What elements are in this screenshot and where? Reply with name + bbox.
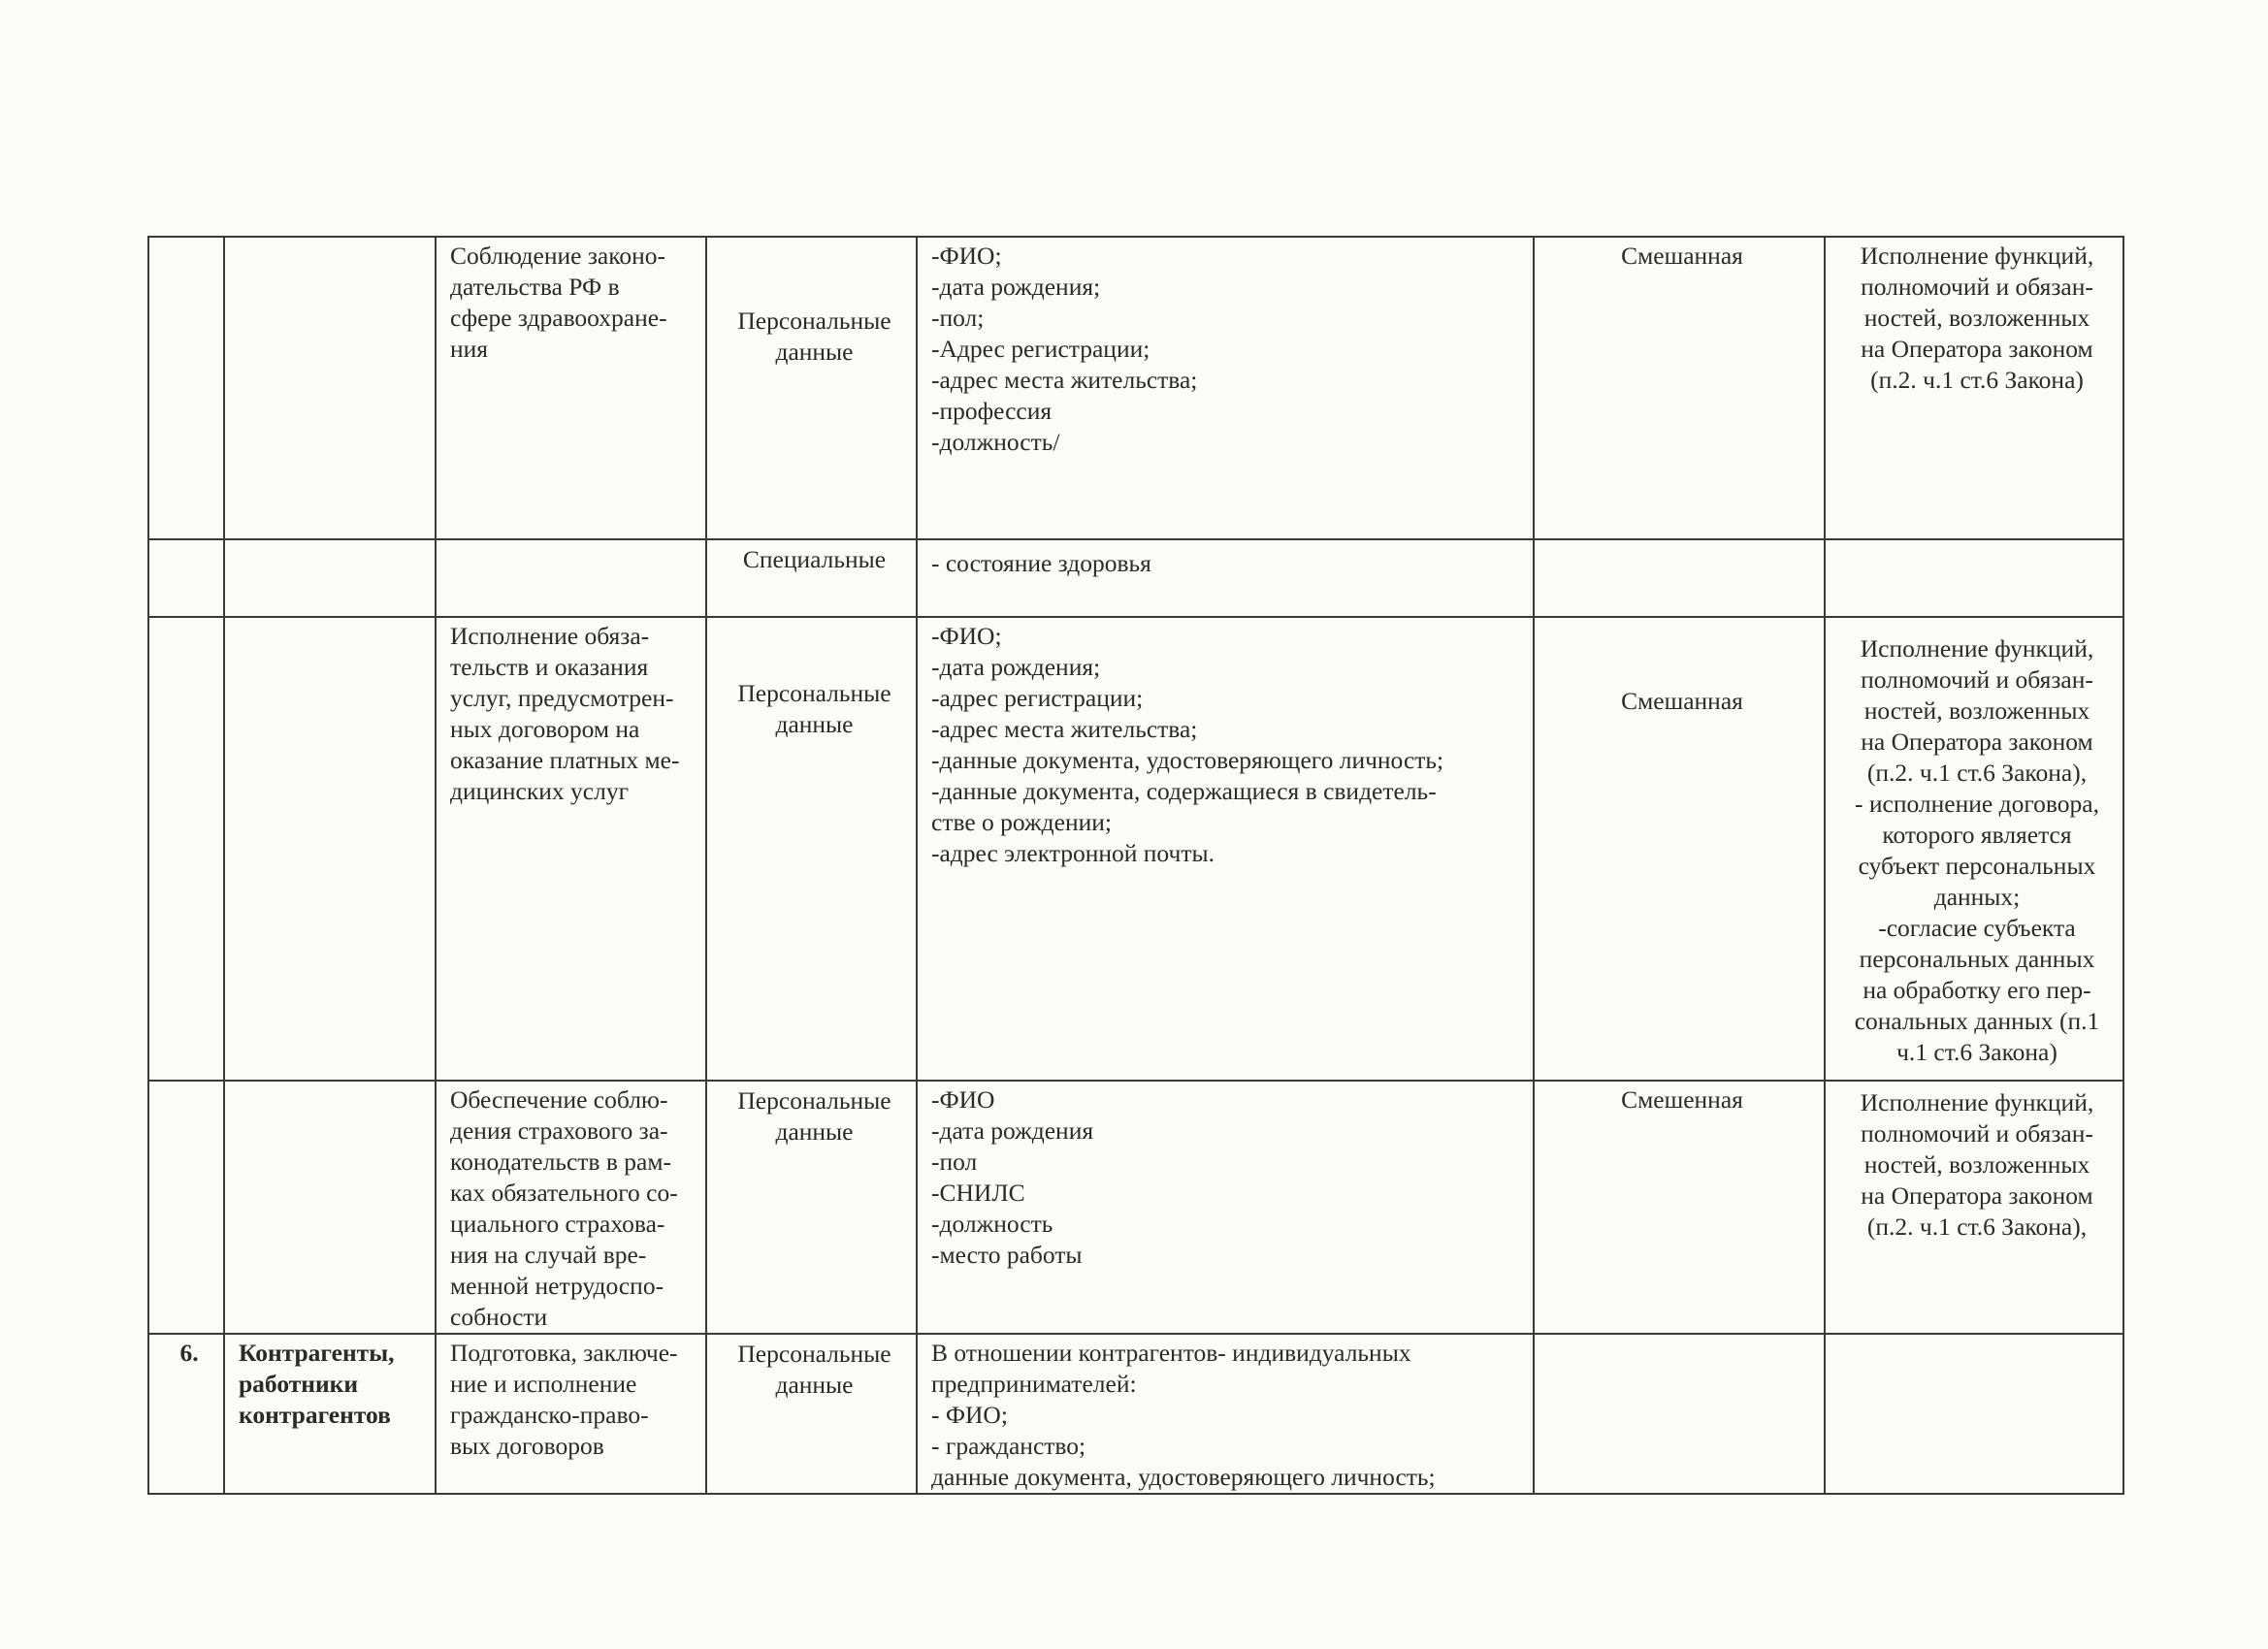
text-line: -адрес места жительства; [931,715,1198,743]
text-line: В отношении контрагентов- индивидуальных [931,1339,1411,1367]
text-line: -ФИО; [931,622,1002,650]
text-line: ния на случай вре- [450,1241,647,1269]
data-type-cell [706,237,917,539]
text-line: -дата рождения [931,1116,1094,1145]
processing-method-cell [1534,539,1825,617]
text-line: Исполнение функций, [1860,1088,2094,1116]
table-row [148,237,2123,539]
text-line: ностей, возложенных [1863,1150,2090,1179]
text-line: сфере здравоохране- [450,304,667,332]
category-cell [224,237,436,539]
text-line: оказание платных ме- [450,746,680,774]
personal-data-table [147,236,2124,1495]
text-line: данные [775,338,854,366]
text-line: на Оператора законом [1861,335,2093,363]
data-type-cell [706,539,917,617]
table-row [148,539,2123,617]
text-line: ных договором на [450,715,640,743]
text-line: -пол; [931,304,985,332]
text-line: предпринимателей: [931,1370,1137,1398]
purpose-cell [436,539,706,617]
text-line: циального страхова- [450,1210,665,1238]
text-line: данные [775,710,854,738]
table-row [148,617,2123,1081]
text-line: полномочий и обязан- [1861,1119,2093,1148]
data-type-cell [706,617,917,1081]
text-line: полномочий и обязан- [1861,273,2093,301]
text-line: Персональные [737,1340,891,1368]
category-cell [224,1081,436,1334]
text-line: Подготовка, заключе- [450,1339,678,1367]
data-list-cell [917,617,1534,1081]
purpose-cell [436,617,706,1081]
text-line: полномочий и обязан- [1861,665,2093,694]
text-line: собности [450,1303,548,1331]
text-line: данные [775,1117,854,1146]
data-type-cell [706,1334,917,1494]
text-line: -профессия [931,397,1053,425]
data-list-cell [917,237,1534,539]
data-list-cell [917,1081,1534,1334]
text-line: -должность [931,1210,1053,1238]
text-line: Обеспечение соблю- [450,1085,668,1114]
number-cell: 6. [148,1334,224,1494]
text-line: тельств и оказания [450,653,649,681]
processing-method-cell: Смешанная [1534,617,1825,1081]
table-row [148,1081,2123,1334]
text-line: ния [450,335,489,363]
text-line: ние и исполнение [450,1370,637,1398]
text-line: стве о рождении; [931,808,1112,836]
text-line: на Оператора законом [1861,728,2093,756]
number-cell [148,617,224,1081]
legal-basis-cell [1825,539,2123,617]
text-line: контрагентов [239,1401,391,1429]
text-line: - ФИО; [931,1401,1008,1429]
text-line: на обработку его пер- [1863,976,2091,1004]
text-line: дицинских услуг [450,777,630,805]
data-list-cell [917,539,1534,617]
text-line: -место работы [931,1241,1083,1269]
category-cell [224,1334,436,1494]
text-line: ностей, возложенных [1863,304,2090,332]
text-line: дения страхового за- [450,1116,668,1145]
text-line: ностей, возложенных [1863,696,2090,725]
text-line: -адрес места жительства; [931,366,1198,394]
purpose-cell [436,1334,706,1494]
text-line: (п.2. ч.1 ст.6 Закона), [1866,759,2088,787]
text-line: Персональные [737,679,891,707]
purpose-cell [436,237,706,539]
processing-method-cell [1534,1334,1825,1494]
text-line: -Адрес регистрации; [931,335,1150,363]
legal-basis-cell [1825,617,2123,1081]
text-line: которого является [1882,821,2072,849]
text-line: -ФИО [931,1085,995,1114]
text-line: - состояние здоровья [931,549,1151,577]
processing-method-cell: Смешенная [1534,1081,1825,1334]
text-line: на Оператора законом [1861,1181,2093,1210]
table-row [148,1334,2123,1494]
text-line: -ФИО; [931,242,1002,270]
text-line: Персональные [737,307,891,335]
category-cell [224,617,436,1081]
number-cell [148,237,224,539]
text-line: данные [775,1371,854,1399]
text-line: -адрес регистрации; [931,684,1144,712]
text-line: -должность/ [931,428,1060,456]
number-cell [148,539,224,617]
text-line: -данные документа, содержащиеся в свидетель- [931,777,1437,805]
text-line: персональных данных [1859,945,2095,973]
text-line: Исполнение функций, [1860,242,2094,270]
text-line: (п.2. ч.1 ст.6 Закона) [1870,366,2084,394]
text-line: -СНИЛС [931,1179,1025,1207]
text-line: Контрагенты, [239,1339,395,1367]
text-line: -дата рождения; [931,273,1101,301]
text-line: Соблюдение законо- [450,242,665,270]
legal-basis-cell [1825,1081,2123,1334]
text-line: услуг, предусмотрен- [450,684,674,712]
category-cell [224,539,436,617]
purpose-cell [436,1081,706,1334]
text-line: вых договоров [450,1432,604,1460]
text-line: ч.1 ст.6 Закона) [1896,1038,2057,1066]
processing-method-cell: Смешанная [1534,237,1825,539]
text-line: -согласие субъекта [1878,914,2076,942]
text-line: ках обязательного со- [450,1179,678,1207]
text-line: дательства РФ в [450,273,620,301]
text-line: -пол [931,1148,978,1176]
text-line: Специальные [742,545,887,573]
text-line: Персональные [737,1086,891,1115]
text-line: (п.2. ч.1 ст.6 Закона), [1866,1212,2088,1241]
text-line: менной нетрудоспо- [450,1272,664,1300]
text-line: данные документа, удостоверяющего личность; [931,1463,1436,1491]
data-type-cell [706,1081,917,1334]
text-line: субъект персональных [1858,852,2096,880]
text-line: -дата рождения; [931,653,1101,681]
text-line: -адрес электронной почты. [931,839,1215,867]
text-line: гражданско-право- [450,1401,649,1429]
text-line: работники [239,1370,359,1398]
text-line: конодательств в рам- [450,1148,671,1176]
legal-basis-cell [1825,237,2123,539]
legal-basis-cell [1825,1334,2123,1494]
text-line: - гражданство; [931,1432,1086,1460]
text-line: Исполнение обяза- [450,622,650,650]
data-list-cell [917,1334,1534,1494]
text-line: - исполнение договора, [1855,790,2099,818]
number-cell [148,1081,224,1334]
text-line: данных; [1933,883,2021,911]
text-line: -данные документа, удостоверяющего личность; [931,746,1444,774]
text-line: сональных данных (п.1 [1854,1007,2100,1035]
text-line: Исполнение функций, [1860,634,2094,663]
